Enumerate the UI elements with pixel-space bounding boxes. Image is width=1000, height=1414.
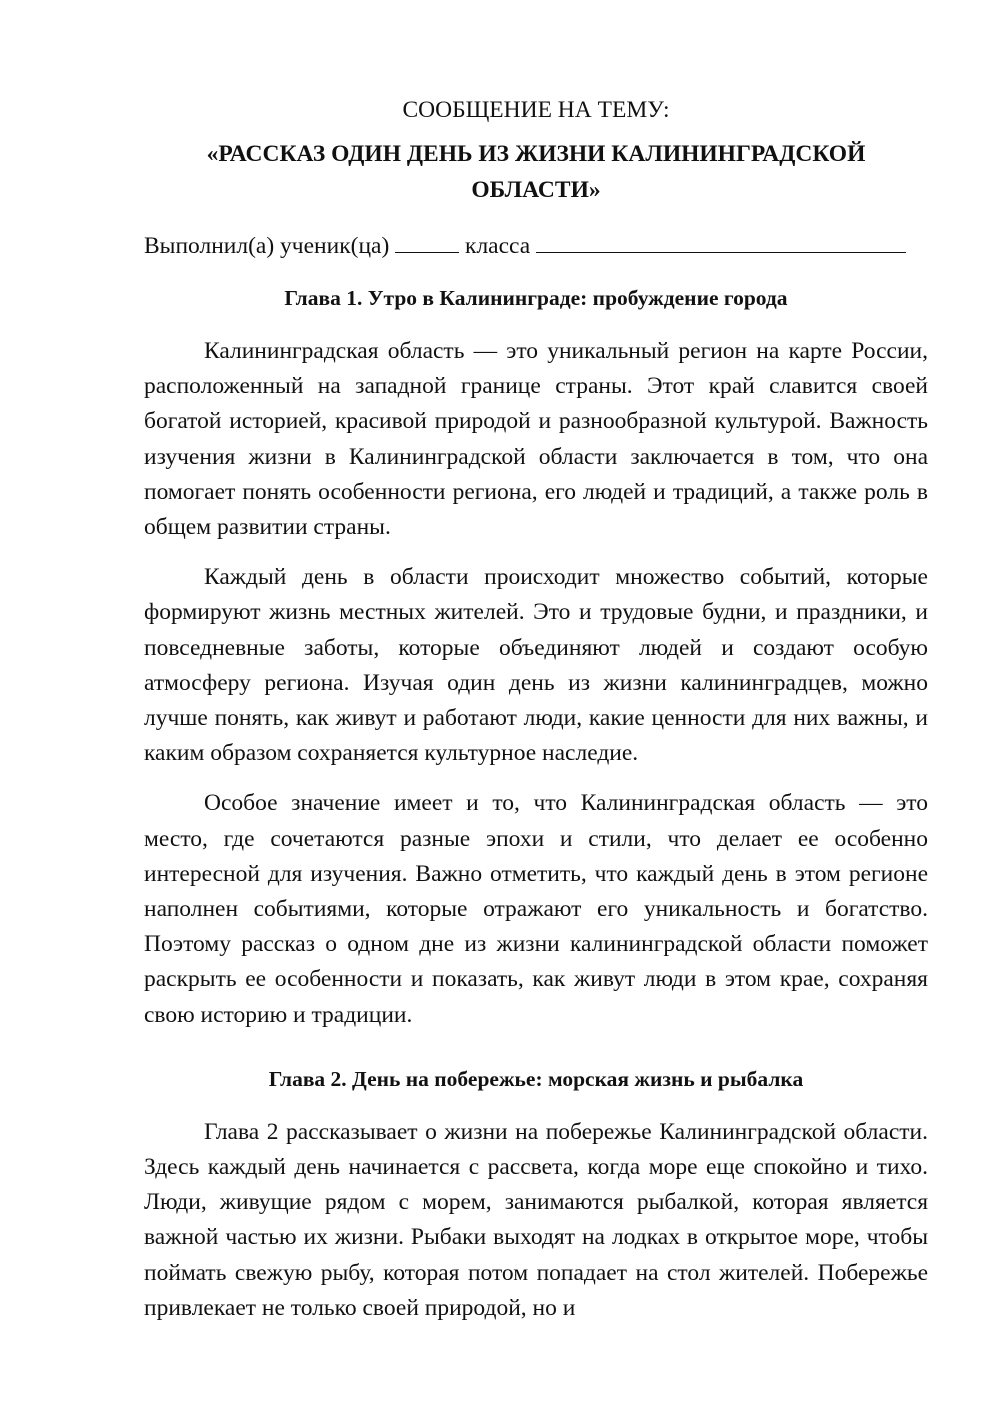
document-title: [144, 136, 928, 208]
chapter-title: Глава 2. День на побережье: морская жизнь и рыбалка: [268, 1066, 804, 1091]
author-line: [144, 228, 928, 264]
document-title-line-2: ОБЛАСТИ»: [471, 177, 601, 203]
performed-by-label: Выполнил(а) ученик(ца): [144, 233, 390, 259]
paragraph: Особое значение имеет и то, что Калининградская область — это место, где сочетаются разные эпохи и стили, что делает ее особенно интересной для изучения. Важно отметить, что каждый день в этом регионе наполнен событиями, которые отражают его уникальность и богатство. Поэтому рассказ о одном дне из жизни калининградской области поможет раскрыть ее особенности и показать, как живут люди в этом крае, сохраняя свою историю и традиции.: [144, 790, 928, 1028]
paragraph: Глава 2 рассказывает о жизни на побережье Калининградской области. Здесь каждый день начинается с рассвета, когда море еще спокойно и тихо. Люди, живущие рядом с морем, занимаются рыбалкой, которая является важной частью их жизни. Рыбаки выходят на лодках в открытое море, чтобы поймать свежую рыбу, которая потом попадает на стол жителей. Побережье привлекает не только своей природой, но и: [144, 1118, 928, 1321]
paragraph: Калининградская область — это уникальный регион на карте России, расположенный на западной границе страны. Этот край славится своей богатой историей, красивой природой и разнообразной культурой. Важность изучения жизни в Калининградской области заключается в том, что она помогает понять особенности региона, его людей и традиций, а также роль в общем развитии страны.: [144, 338, 928, 541]
chapter-title: Глава 1. Утро в Калининграде: пробуждение города: [284, 286, 788, 310]
document-title-line-1: «РАССКАЗ ОДИН ДЕНЬ ИЗ ЖИЗНИ КАЛИНИНГРАДСКОЙ: [206, 141, 866, 167]
document-page: [144, 92, 928, 1341]
document-type-heading: СООБЩЕНИЕ НА ТЕМУ:: [402, 97, 670, 123]
chapter-2: [144, 1061, 928, 1326]
chapter-1: [144, 280, 928, 1033]
class-number-blank: [395, 230, 459, 253]
class-label: класса: [465, 233, 531, 259]
paragraph: Каждый день в области происходит множество событий, которые формируют жизнь местных жителей. Это и трудовые будни, и праздники, и повседневные заботы, которые объединяют людей и создают особую атмосферу региона. Изучая один день из жизни калининградцев, можно лучше понять, как живут и работают люди, какие ценности для них важны, и каким образом сохраняется культурное наследие.: [144, 564, 928, 767]
student-name-blank: [536, 230, 906, 253]
